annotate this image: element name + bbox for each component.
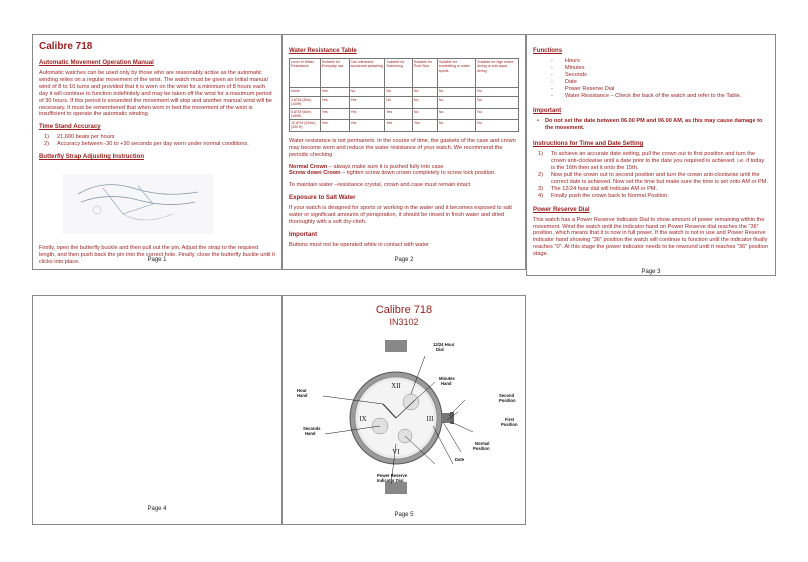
table-row (290, 88, 519, 97)
important-text: Buttons must not be operated while in contact with water (289, 241, 429, 248)
important-heading: Important (533, 107, 562, 115)
list-text: To achieve an accurate date setting, pull the crown out to first position and turn the crown anti-clockwise until a date prior to the date you required is achieved. i.e. if today is the 16th then set it onto the 15th. (551, 151, 765, 172)
table-row (290, 120, 519, 132)
table-cell: No (437, 88, 475, 97)
svg-text:XII: XII (391, 382, 401, 390)
table-cell: No (412, 97, 437, 109)
list-item (551, 79, 769, 86)
table-header: Can withstand accidental splashing (349, 59, 385, 88)
page-number: Page 5 (394, 512, 414, 518)
table-row (290, 108, 519, 120)
auto-movement-text: Automatic watches can be used only by those who are reasonably active as the automatic winding relies on a regular movement of the wrist. The watch must be given an initial manual wind of 8 to 10 turns and provided that it is worn on the wrist for a minimum of 8 hours each day it will continue to function indefinitely and may be taken off the wrist for a maximum period of 30 hours. If this period is exceeded the movement will stop and another manual wind will be necessary. It must be remembered that when worn in bed the movement of the wrist is insufficient to operate the automatic winding. (39, 70, 272, 118)
bullet-icon: - (551, 64, 553, 71)
table-cell: Yes (320, 120, 349, 132)
table-header: Suitable for Pool Size (412, 59, 437, 88)
table-cell: No (476, 88, 519, 97)
watch-diagram (283, 334, 527, 522)
screw-crown-line (289, 170, 519, 177)
functions-list (551, 58, 769, 99)
list-item (551, 72, 769, 79)
table-header-row (290, 59, 519, 88)
table-cell: Yes (385, 120, 413, 132)
list-item (39, 134, 275, 141)
page-4-panel (32, 295, 282, 525)
table-cell: No (385, 97, 413, 109)
important-heading: Important (289, 230, 318, 238)
label-power-reserve-2: Indicator Dial (377, 478, 404, 483)
list-item (533, 193, 769, 200)
table-cell: No (412, 108, 437, 120)
table-header: Suitable for Everyday use (320, 59, 349, 88)
label-minutes-2: Hand (441, 381, 452, 386)
list-text: Hours (565, 58, 580, 64)
table-cell: No (437, 108, 475, 120)
label-seconds-hand: Seconds (303, 426, 321, 431)
list-item (551, 86, 769, 93)
page-number: Page 4 (147, 506, 167, 512)
important-text: Do not set the date between 06.00 PM and 06.00 AM, as this may cause damage to the movement. (545, 118, 763, 132)
label-date: Date (455, 457, 465, 462)
list-number: 2) (44, 141, 49, 148)
page-number: Page 3 (641, 269, 661, 275)
label-normal-position-2: Position (473, 446, 490, 451)
svg-text:III: III (426, 415, 434, 423)
instructions-heading: Instructions for Time and Date Setting (533, 140, 644, 148)
table-cell: Yes (320, 108, 349, 120)
table-cell: None (290, 88, 321, 97)
label-hour-dial: 12/24 Hour (433, 342, 455, 347)
table-cell: Yes (349, 120, 385, 132)
table-cell: No (476, 108, 519, 120)
label-power-reserve: Power Reserve (377, 473, 408, 478)
list-text: Minutes (565, 64, 585, 71)
salt-water-heading: Exposure to Salt Water (289, 194, 356, 202)
normal-crown-label: Normal Crown (289, 163, 328, 170)
table-row (290, 97, 519, 109)
list-number: 3) (538, 185, 543, 192)
normal-crown-text: – always make sure it is pushed fully into case (327, 163, 444, 170)
bullet-icon: - (551, 85, 553, 92)
bullet-icon: - (551, 71, 553, 78)
svg-text:IX: IX (359, 415, 367, 423)
table-header: Level of Water Resistance (290, 59, 321, 88)
list-text: Finally push the crown back to Normal Position. (551, 192, 669, 199)
table-cell: Yes (320, 88, 349, 97)
table-header: Suitable for Swimming (385, 59, 413, 88)
list-item (533, 151, 769, 172)
label-normal-position: Normal (475, 441, 490, 446)
page-2-panel (282, 34, 526, 270)
page-number: Page 2 (394, 257, 414, 263)
list-number: 1) (538, 151, 543, 158)
label-first-position-2: Position (501, 422, 518, 427)
page-1-title: Calibre 718 (39, 41, 93, 52)
table-cell: Yes (412, 120, 437, 132)
power-reserve-text: This watch has a Power Reserve Indicator Dial to show amount of power remaining within the movement. Wind the watch until the indicator hand on Power Reserve dial reaches the "36" position, which means that it is now in full power. If the watch is not in use and Power Reserve indicator hand showing "36" position the watch will continue to function until the indicator finally reaches "0". At this stage the power indicator needs to be rewound until it reaches "36" position stage. (533, 216, 768, 258)
accuracy-heading: Time Stand Accuracy (39, 123, 101, 131)
table-cell: No (385, 88, 413, 97)
list-item (551, 65, 769, 72)
list-text: Seconds (565, 71, 587, 78)
functions-heading: Functions (533, 47, 563, 54)
table-cell: No (412, 88, 437, 97)
list-item (551, 58, 769, 65)
table-cell: No (437, 97, 475, 109)
bullet-icon: - (551, 78, 553, 85)
list-text: Water Resistance – Check the back of the watch and refer to the Table. (565, 92, 742, 99)
page-number: Page 1 (147, 257, 167, 263)
normal-crown-line (289, 164, 519, 171)
table-header: Suitable for high board diving or sub-aqua diving (476, 59, 519, 88)
accuracy-list (39, 134, 275, 148)
label-hour-hand: Hour (297, 388, 307, 393)
list-item (551, 93, 769, 100)
model-number: IN3102 (389, 317, 419, 327)
strap-heading: Butterfly Strap Adjusting Instruction (39, 153, 145, 161)
label-minutes: Minutes (439, 376, 455, 381)
strap-text: Firstly, open the butterfly buckle and then pull out the pin. Adjust the strap to the required length, and then push back the pin into the correct hole. Finally, close the butterfly buckle until it clicks into place. (39, 245, 275, 265)
page-5-panel (282, 295, 526, 525)
label-hour-hand-2: Hand (297, 393, 308, 398)
page-3-panel (526, 34, 776, 276)
list-item (533, 186, 769, 193)
water-resistance-table (289, 58, 519, 132)
list-text: Accuracy between -30 to +30 seconds per day worn under normal conditions. (57, 141, 249, 148)
bullet-icon: - (551, 58, 553, 64)
instructions-list (533, 151, 769, 199)
label-second-position-2: Position (499, 398, 516, 403)
butterfly-buckle-sketch (63, 174, 213, 234)
list-item (39, 141, 275, 148)
label-second-position: Second (499, 393, 515, 398)
water-resistance-note: Water resistance is not permanent. In the course of time, the gaskets of the case and crown may become worn and reduce the water resistance of your watch. We recommend the periodic checking (289, 137, 516, 158)
maintain-text: To maintain water –resistance crystal, crown and case must remain intact (289, 182, 471, 189)
screw-crown-label: Screw down Crown (289, 170, 341, 177)
bullet-icon: - (551, 92, 553, 99)
table-cell: Yes (385, 108, 413, 120)
label-hour-dial-2: Dial (436, 347, 444, 352)
list-text: Date (565, 78, 577, 85)
salt-water-text: If your watch is designed for sports or working in the water and it becomes exposed to salt water or significant amounts of perspiration, it should be rinsed in fresh water and dried thoroughly with a soft dry-cloth. (289, 205, 512, 226)
list-text: Power Reserve Dial (565, 85, 615, 92)
list-number: 2) (538, 171, 543, 178)
label-seconds-hand-2: Hand (305, 431, 316, 436)
list-text: The 12/24 hour dial will indicate AM or PM. (551, 185, 658, 192)
auto-movement-heading: Automatic Movement Operation Manual (39, 59, 154, 66)
page-1-panel (32, 34, 282, 270)
important-note (537, 118, 769, 132)
table-cell: 10 ATM (100m) (330 ft) (290, 120, 321, 132)
table-cell: Yes (349, 108, 385, 120)
table-cell: No (349, 88, 385, 97)
table-cell: 5 ATM (50m) (165ft) (290, 108, 321, 120)
table-cell: Yes (349, 97, 385, 109)
water-resistance-heading: Water Resistance Table (289, 47, 357, 54)
table-cell: No (476, 97, 519, 109)
svg-text:VI: VI (392, 448, 400, 456)
screw-crown-text: – tighten screw down crown completely to screw lock position. (340, 170, 496, 177)
list-number: 1) (44, 134, 49, 141)
list-text: 21,600 beats per hours (57, 134, 115, 141)
table-header: Suitable for snorkelling or water sports (437, 59, 475, 88)
list-text: Now pull the crown out to second position and turn the crown anti-clockwise until the correct date is achieved. Now set the time but make sure the time is set onto AM or PM. (551, 171, 769, 185)
table-cell: 3 ATM (30m) (100ft) (290, 97, 321, 109)
bullet-icon: • (537, 118, 539, 125)
diagram-title: Calibre 718 (375, 304, 433, 316)
table-cell: No (476, 120, 519, 132)
list-number: 4) (538, 192, 543, 199)
label-first-position: First (505, 417, 515, 422)
table-cell: Yes (320, 97, 349, 109)
power-reserve-heading: Power Reserve Dial (533, 205, 590, 213)
table-cell: No (437, 120, 475, 132)
list-item (533, 172, 769, 186)
